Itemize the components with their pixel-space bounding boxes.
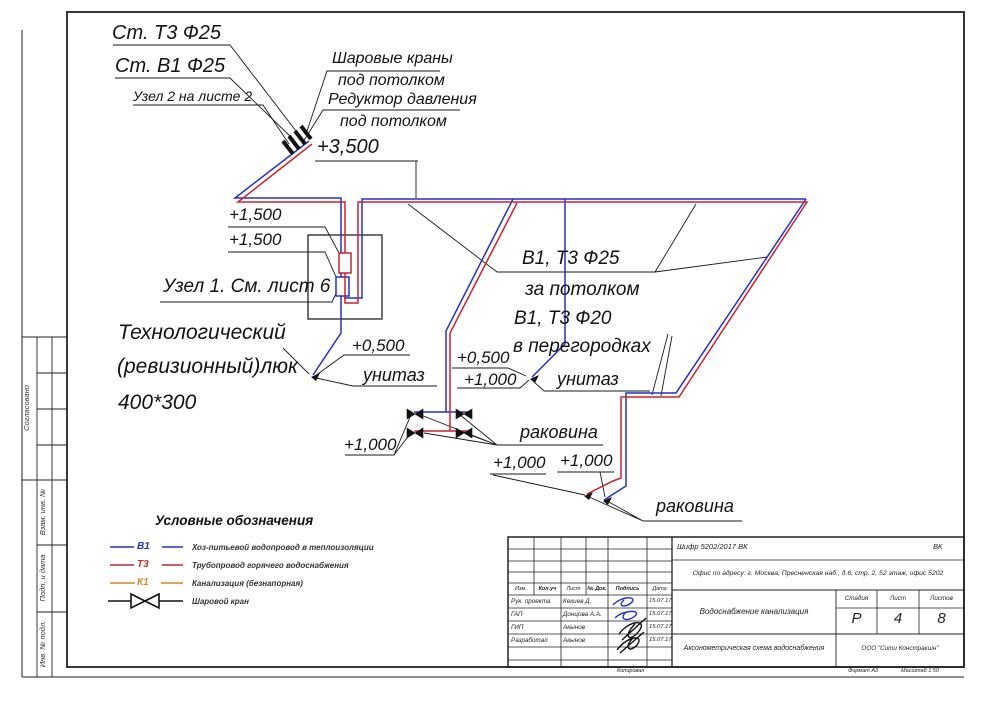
label-pipes-d25: В1, Т3 Ф25: [522, 248, 620, 269]
side-stamp-labels: [22, 385, 47, 667]
titleblock-company: ООО "Сити Констракшн": [861, 645, 939, 652]
titleblock-name-0: Кекиев Д.: [563, 598, 592, 605]
titleblock-role-2: ГИП: [511, 624, 524, 631]
titleblock-col-dok: № Док.: [587, 586, 607, 592]
titleblock-col-izm: Изм.: [515, 586, 527, 592]
label-node1: Узел 1. См. лист 6: [163, 276, 331, 297]
label-ball-valves: Шаровые краны: [332, 50, 453, 67]
side-stamp-agreed: Согласовано: [22, 385, 31, 431]
titleblock-sheets-label: Листов: [930, 595, 953, 602]
titleblock-role-0: Рук. проекта: [511, 598, 551, 605]
titleblock-date-3: 15.07.17: [649, 637, 672, 643]
legend-desc-b1: Хоз-питьевой водопровод в теплоизоляции: [192, 543, 374, 552]
label-elev-1000-d: +1,000: [560, 451, 613, 470]
legend-desc-t3: Трубопровод горячего водоснабжения: [192, 561, 349, 570]
label-elev-3500: +3,500: [317, 136, 379, 158]
label-node2: Узел 2 на листе 2: [133, 88, 253, 104]
titleblock-date-1: 15.07.17: [649, 611, 672, 617]
titleblock-address: Офис по адресу: г. Москва, Пресненская наб., д.6, стр. 2, 52 этаж, офис 5202: [692, 570, 944, 577]
legend-code-t3: Т3: [137, 559, 149, 570]
side-stamp-inv-no: Инв. № подл.: [38, 620, 47, 668]
titleblock-date-2: 15.07.17: [649, 624, 672, 630]
legend-desc-k1: Канализация (безнапорная): [192, 579, 303, 588]
legend-valve-icon: [131, 594, 159, 608]
ball-valve-icons: [407, 409, 472, 438]
label-hatch-1: Технологический: [118, 321, 286, 344]
side-stamp-subst: Взам. инв. №: [38, 488, 47, 536]
titleblock-sheets-value: 8: [937, 610, 946, 627]
label-elev-1000-b: +1,000: [464, 370, 517, 389]
label-pressure-reducer: Редуктор давления: [328, 91, 477, 108]
titleblock-name-1: Донцова А.А.: [563, 611, 602, 618]
titleblock-sheet-label: Лист: [889, 595, 907, 602]
label-under-ceiling-2: под потолком: [340, 113, 447, 130]
titleblock-col-podpis: Подпись: [615, 586, 640, 592]
label-under-ceiling-1: под потолком: [338, 72, 445, 89]
label-hatch-3: 400*300: [118, 391, 197, 414]
signature-scribbles: [613, 598, 646, 653]
label-sink-a: раковина: [520, 422, 598, 442]
legend-code-b1: В1: [137, 541, 150, 552]
label-elev-1500-a: +1,500: [229, 205, 282, 224]
label-toilet-a: унитаз: [363, 365, 425, 385]
label-sink-b: раковина: [656, 496, 734, 516]
side-stamp-sign-date: Подп. и дата: [38, 554, 47, 602]
titleblock-stage-label: Стадия: [844, 595, 869, 602]
legend-desc-valve: Шаровой кран: [192, 597, 249, 606]
label-pipes-d20: В1, Т3 Ф20: [514, 308, 612, 329]
titleblock-code-short: ВК: [933, 542, 943, 551]
titleblock-sheet-value: 4: [893, 610, 903, 627]
titleblock-stage-value: Р: [851, 610, 862, 627]
label-elev-1000-left: +1,000: [344, 435, 397, 454]
footer-scale: Масштаб 1:50: [901, 668, 939, 674]
label-riser-v1: Ст. В1 Ф25: [115, 55, 226, 77]
label-in-partitions: в перегородках: [513, 336, 651, 357]
legend-code-k1: К1: [137, 577, 149, 588]
titleblock-role-3: Разработал: [511, 637, 548, 644]
label-behind-ceiling: за потолком: [525, 279, 640, 300]
titleblock-date-0: 15.07.17: [649, 598, 672, 604]
titleblock-name-2: Акынов: [563, 624, 586, 631]
label-riser-t3: Ст. Т3 Ф25: [112, 22, 222, 44]
titleblock-col-list: Лист: [566, 586, 581, 592]
label-hatch-2: (ревизионный)люк: [117, 355, 298, 378]
label-elev-1500-b: +1,500: [229, 230, 282, 249]
titleblock-role-1: ГАП: [511, 611, 523, 618]
footer-format: Формат А3: [848, 668, 879, 674]
titleblock-code: Шифр 5202/2017 ВК: [677, 542, 748, 551]
label-elev-1000-c: +1,000: [493, 453, 546, 472]
legend-title: Условные обозначения: [155, 513, 314, 528]
label-toilet-b: унитаз: [557, 369, 619, 389]
titleblock-col-koluch: Кол.уч: [538, 586, 557, 592]
titleblock-name-3: Акынов: [563, 637, 586, 644]
titleblock-project: Водоснабжение канализация: [699, 607, 809, 616]
label-elev-0500-b: +0,500: [457, 348, 510, 367]
titleblock-col-data: Дата: [652, 586, 667, 592]
footer-copied: Копировал: [617, 668, 645, 674]
titleblock-drawing-title: Аксонометрическая схема водоснабжения: [683, 645, 825, 652]
label-elev-0500-a: +0,500: [352, 336, 405, 355]
